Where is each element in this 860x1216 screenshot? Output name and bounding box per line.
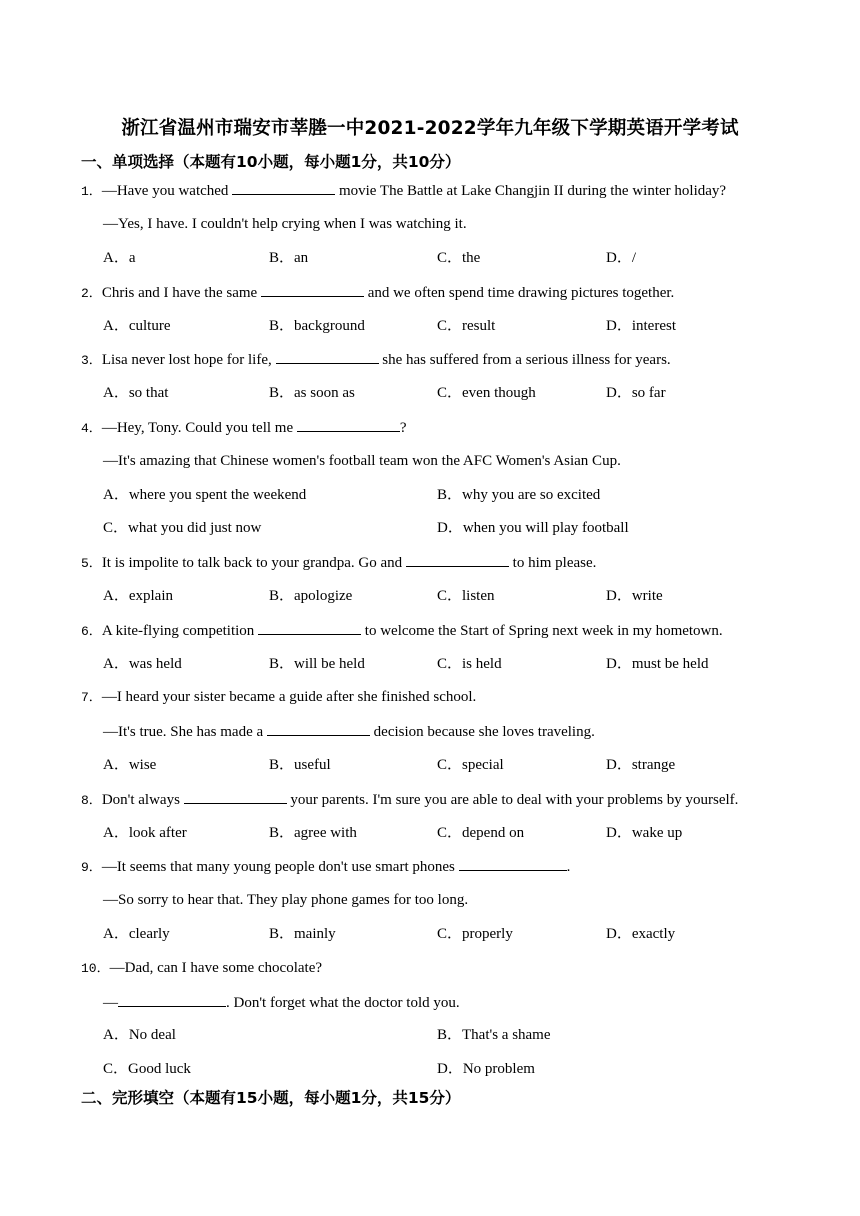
question-3-option-a: A．so that xyxy=(103,385,169,401)
question-text: A kite-flying competition xyxy=(101,623,259,639)
question-9-option-d: D．exactly xyxy=(606,926,676,942)
question-4-option-d: D．when you will play football xyxy=(437,520,629,536)
question-text-continued: ? xyxy=(399,420,407,436)
question-5-option-d: D．write xyxy=(606,588,663,604)
question-text-continued: . Don't forget what the doctor told you. xyxy=(226,995,460,1011)
question-3-option-d: D．so far xyxy=(606,385,666,401)
question-text: Don't always xyxy=(101,792,184,808)
question-number: 7． xyxy=(81,690,102,705)
question-10-option-d: D．No problem xyxy=(437,1061,535,1077)
question-number: 1． xyxy=(81,184,102,199)
question-5-line-1 xyxy=(81,552,596,574)
question-8-option-b: B．agree with xyxy=(269,825,357,841)
answer-blank xyxy=(276,349,379,364)
question-10-line-2 xyxy=(103,992,460,1013)
question-text: It is impolite to talk back to your grandpa. Go and xyxy=(101,555,406,571)
question-8-option-d: D．wake up xyxy=(606,825,683,841)
question-3-option-c: C．even though xyxy=(437,385,536,401)
question-number: 2． xyxy=(81,286,102,301)
question-text-continued: decision because she loves traveling. xyxy=(369,724,595,740)
question-text: —Dad, can I have some chocolate? xyxy=(109,960,323,976)
answer-blank xyxy=(459,856,567,871)
question-text: Lisa never lost hope for life, xyxy=(101,352,276,368)
question-9-option-a: A．clearly xyxy=(103,926,170,942)
question-text-continued: movie The Battle at Lake Changjin II during the winter holiday? xyxy=(335,183,727,199)
answer-blank xyxy=(297,417,400,432)
question-8-line-1 xyxy=(81,789,738,811)
question-2-line-1 xyxy=(81,282,674,304)
question-7-line-2 xyxy=(103,721,595,742)
question-text: —It's true. She has made a xyxy=(103,724,267,740)
question-4-option-b: B．why you are so excited xyxy=(437,487,601,503)
question-text: — xyxy=(103,995,118,1011)
question-9-option-c: C．properly xyxy=(437,926,513,942)
question-10-option-b: B．That's a shame xyxy=(437,1027,551,1043)
answer-blank xyxy=(118,992,226,1007)
question-8-option-c: C．depend on xyxy=(437,825,525,841)
question-2-option-d: D．interest xyxy=(606,318,676,334)
question-9-line-1 xyxy=(81,856,570,878)
question-text-continued: and we often spend time drawing pictures together. xyxy=(363,285,675,301)
question-4-option-a: A．where you spent the weekend xyxy=(103,487,307,503)
question-number: 10． xyxy=(81,961,110,976)
question-text-continued: she has suffered from a serious illness for years. xyxy=(378,352,671,368)
question-8-option-a: A．look after xyxy=(103,825,187,841)
answer-blank xyxy=(261,282,364,297)
question-5-option-c: C．listen xyxy=(437,588,495,604)
question-1-option-a: A．a xyxy=(103,250,136,266)
question-6-option-c: C．is held xyxy=(437,656,502,672)
question-text-continued: to him please. xyxy=(508,555,597,571)
question-6-line-1 xyxy=(81,620,723,642)
question-6-option-b: B．will be held xyxy=(269,656,365,672)
question-3-line-1 xyxy=(81,349,671,371)
question-10-option-a: A．No deal xyxy=(103,1027,176,1043)
question-number: 8． xyxy=(81,793,102,808)
question-7-option-a: A．wise xyxy=(103,757,157,773)
answer-blank xyxy=(232,180,335,195)
question-7-option-b: B．useful xyxy=(269,757,331,773)
question-1-option-c: C．the xyxy=(437,250,481,266)
question-7-line-1 xyxy=(81,687,476,708)
question-2-option-a: A．culture xyxy=(103,318,171,334)
question-10-line-1 xyxy=(81,958,322,979)
question-4-line-2 xyxy=(103,451,621,471)
question-text: —It seems that many young people don't use smart phones xyxy=(101,859,459,875)
section-2-heading: 二、完形填空（本题有15小题，每小题1分，共15分） xyxy=(81,1089,461,1107)
question-7-option-d: D．strange xyxy=(606,757,676,773)
question-text: —Hey, Tony. Could you tell me xyxy=(101,420,297,436)
question-9-line-2 xyxy=(103,890,468,910)
section-1-heading: 一、单项选择（本题有10小题，每小题1分，共10分） xyxy=(81,153,461,171)
question-text: —It's amazing that Chinese women's football team won the AFC Women's Asian Cup. xyxy=(103,453,621,469)
question-text-continued: . xyxy=(566,859,571,875)
answer-blank xyxy=(184,789,287,804)
question-4-option-c: C．what you did just now xyxy=(103,520,262,536)
question-6-option-d: D．must be held xyxy=(606,656,709,672)
question-1-line-1 xyxy=(81,180,726,202)
question-text: —Have you watched xyxy=(101,183,233,199)
question-3-option-b: B．as soon as xyxy=(269,385,355,401)
answer-blank xyxy=(258,620,361,635)
question-number: 5． xyxy=(81,556,102,571)
question-number: 3． xyxy=(81,353,102,368)
question-number: 6． xyxy=(81,624,102,639)
question-text: —So sorry to hear that. They play phone games for too long. xyxy=(103,892,469,908)
question-2-option-b: B．background xyxy=(269,318,365,334)
answer-blank xyxy=(406,552,509,567)
question-text-continued: your parents. I'm sure you are able to deal with your problems by yourself. xyxy=(286,792,739,808)
question-10-option-c: C．Good luck xyxy=(103,1061,191,1077)
question-7-option-c: C．special xyxy=(437,757,504,773)
page-title: 浙江省温州市瑞安市莘塍一中2021-2022学年九年级下学期英语开学考试 xyxy=(121,118,739,139)
question-number: 4． xyxy=(81,421,102,436)
question-text: Chris and I have the same xyxy=(101,285,261,301)
question-1-option-d: D．/ xyxy=(606,250,637,266)
question-1-line-2 xyxy=(103,214,467,234)
question-number: 9． xyxy=(81,860,102,875)
answer-blank xyxy=(267,721,370,736)
question-5-option-a: A．explain xyxy=(103,588,173,604)
question-4-line-1 xyxy=(81,417,407,439)
question-6-option-a: A．was held xyxy=(103,656,182,672)
question-text-continued: to welcome the Start of Spring next week in my hometown. xyxy=(361,623,723,639)
question-5-option-b: B．apologize xyxy=(269,588,353,604)
question-text: —Yes, I have. I couldn't help crying when I was watching it. xyxy=(103,216,467,232)
question-9-option-b: B．mainly xyxy=(269,926,336,942)
question-text: —I heard your sister became a guide after she finished school. xyxy=(101,689,477,705)
question-2-option-c: C．result xyxy=(437,318,496,334)
question-1-option-b: B．an xyxy=(269,250,309,266)
